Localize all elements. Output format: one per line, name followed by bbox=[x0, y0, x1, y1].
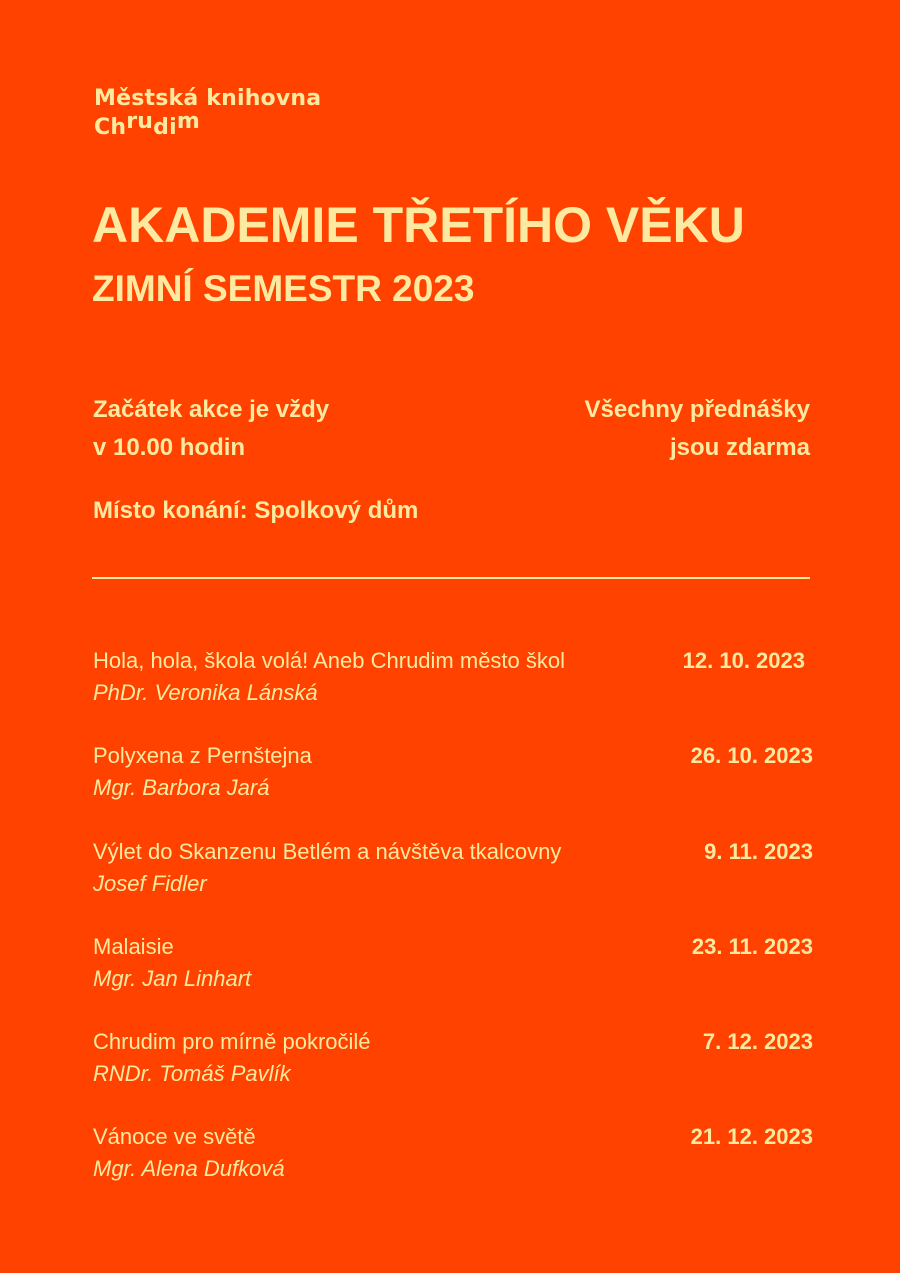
event-item bbox=[93, 1029, 813, 1089]
event-date: 21. 12. 2023 bbox=[690, 1124, 813, 1149]
library-logo bbox=[94, 84, 321, 142]
event-speaker: Mgr. Alena Dufková bbox=[93, 1156, 285, 1181]
page-title: AKADEMIE TŘETÍHO VĚKU bbox=[92, 197, 745, 253]
start-time-line-1: Začátek akce je vždy bbox=[93, 396, 330, 423]
event-date: 12. 10. 2023 bbox=[682, 648, 805, 673]
event-title: Výlet do Skanzenu Betlém a návštěva tkalcovny bbox=[93, 839, 562, 864]
event-title: Chrudim pro mírně pokročilé bbox=[93, 1029, 371, 1054]
event-title: Hola, hola, škola volá! Aneb Chrudim město škol bbox=[93, 648, 566, 673]
event-item bbox=[93, 1124, 813, 1184]
free-line-2: jsou zdarma bbox=[669, 434, 810, 461]
logo-line-2 bbox=[94, 109, 321, 142]
event-speaker: RNDr. Tomáš Pavlík bbox=[93, 1061, 291, 1086]
logo-part-2: ru bbox=[126, 109, 154, 134]
divider bbox=[92, 577, 810, 579]
event-speaker: Josef Fidler bbox=[93, 871, 207, 896]
event-title: Polyxena z Pernštejna bbox=[93, 743, 312, 768]
event-item bbox=[93, 648, 813, 708]
logo-part-1: Ch bbox=[94, 115, 127, 140]
free-line-1: Všechny přednášky bbox=[584, 396, 810, 423]
logo-line-1: Městská knihovna bbox=[94, 86, 322, 111]
event-speaker: Mgr. Barbora Jará bbox=[93, 775, 270, 800]
event-date: 7. 12. 2023 bbox=[702, 1029, 813, 1054]
event-speaker: Mgr. Jan Linhart bbox=[93, 966, 252, 991]
venue-info: Místo konání: Spolkový dům bbox=[93, 497, 419, 524]
event-speaker: PhDr. Veronika Lánská bbox=[93, 680, 318, 705]
event-date: 9. 11. 2023 bbox=[704, 839, 813, 864]
event-item bbox=[93, 839, 813, 899]
event-date: 23. 11. 2023 bbox=[691, 934, 813, 959]
event-title: Malaisie bbox=[93, 934, 174, 959]
logo-part-4: m bbox=[176, 109, 200, 134]
logo-part-3: di bbox=[153, 115, 177, 140]
free-admission-info bbox=[585, 391, 810, 467]
event-title: Vánoce ve světě bbox=[93, 1124, 256, 1149]
page-subtitle: ZIMNÍ SEMESTR 2023 bbox=[92, 268, 475, 309]
start-time-info bbox=[93, 391, 329, 467]
event-date: 26. 10. 2023 bbox=[690, 743, 813, 768]
start-time-line-2: v 10.00 hodin bbox=[93, 434, 246, 461]
event-item bbox=[93, 934, 813, 994]
event-item bbox=[93, 743, 813, 803]
